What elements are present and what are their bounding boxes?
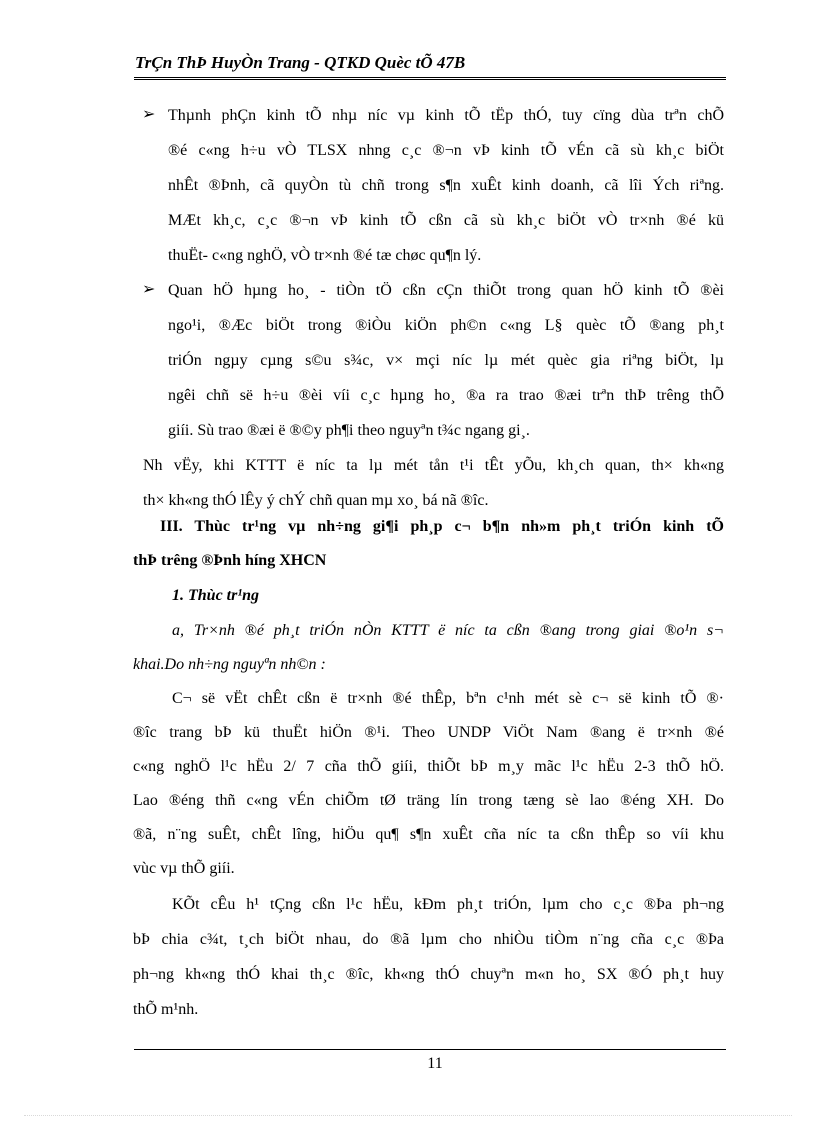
running-header: TrÇn ThÞ HuyÒn Trang - QTKD Quèc tÕ 47B bbox=[135, 53, 466, 72]
bullet-1-line-3: nhÊt ®Þnh, cã quyÒn tù chñ trong s¶n xuÊt kinh doanh, cã lîi Ých riªng. bbox=[168, 177, 724, 194]
para-1-line-1: C¬ së vËt chÊt cßn ë tr×nh ®é thÊp, bªn c¹nh mét sè c¬ së kinh tÕ ®· bbox=[172, 690, 724, 707]
para-2-line-2: bÞ chia c¾t, t¸ch biÖt nhau, do ®ã lµm cho nhiÒu tiÒm n¨ng cña c¸c ®Þa bbox=[133, 931, 724, 948]
footer-rule bbox=[134, 1049, 726, 1050]
bullet-1-line-5: thuËt- c«ng nghÖ, vÒ tr×nh ®é tæ chøc qu¶n lý. bbox=[168, 247, 482, 264]
para-1-line-5: ®ã, n¨ng suÊt, chÊt lîng, hiÖu qu¶ s¶n xuÊt cña níc ta cßn thÊp so víi khu bbox=[133, 826, 724, 843]
bullet-1-line-4: MÆt kh¸c, c¸c ®¬n vÞ kinh tÕ cßn cã sù kh¸c biÖt vÒ tr×nh ®é kü bbox=[168, 212, 724, 229]
bullet-1-line-2: ®é c«ng h÷u vÒ TLSX nhng c¸c ®¬n vÞ kinh tÕ vÉn cã sù kh¸c biÖt bbox=[168, 142, 724, 159]
bullet-2-line-2: ngo¹i, ®Æc biÖt trong ®iÒu kiÖn ph©n c«ng L§ quèc tÕ ®ang ph¸t bbox=[168, 317, 724, 334]
section-heading-line-2: thÞ trêng ®Þnh híng XHCN bbox=[133, 552, 327, 569]
subheading: 1. Thùc tr¹ng bbox=[172, 587, 260, 604]
para-1-line-2: ®îc trang bÞ kü thuËt hiÖn ®¹i. Theo UNDP ViÖt Nam ®ang ë tr×nh ®é bbox=[133, 724, 724, 741]
bullet-arrow-icon: ➢ bbox=[142, 281, 156, 298]
para-1-line-4: Lao ®éng thñ c«ng vÉn chiÕm tØ träng lín trong tæng sè lao ®éng XH. Do bbox=[133, 792, 724, 809]
para-1-line-6: vùc vµ thÕ giíi. bbox=[133, 860, 235, 877]
bullet-2-line-1: Quan hÖ hµng ho¸ - tiÒn tÖ cßn cÇn thiÕt trong quan hÖ kinh tÕ ®èi bbox=[168, 282, 724, 299]
page-edge-divider bbox=[24, 1115, 792, 1116]
italic-para-line-2: khai.Do nh÷ng nguyªn nh©n : bbox=[133, 656, 326, 673]
bullet-2-line-3: triÓn ngµy cµng s©u s¾c, v× mçi níc lµ mét quèc gia riªng biÖt, lµ bbox=[168, 352, 724, 369]
italic-para-line-1: a, Tr×nh ®é ph¸t triÓn nÒn KTTT ë níc ta cßn ®ang trong giai ®o¹n s¬ bbox=[172, 622, 724, 639]
bullet-2-line-4: ngêi chñ së h÷u ®èi víi c¸c hµng ho¸ ®a ra trao ®æi trªn thÞ trêng thÕ bbox=[168, 387, 724, 404]
header-rule bbox=[134, 77, 726, 80]
para-1-line-3: c«ng nghÖ l¹c hËu 2/ 7 cña thÕ giíi, thiÕt bÞ m¸y mãc l¹c hËu 2-3 thÕ hÖ. bbox=[133, 758, 724, 775]
para-2-line-3: ph¬ng kh«ng thÓ khai th¸c ®îc, kh«ng thÓ chuyªn m«n ho¸ SX ®Ó ph¸t huy bbox=[133, 966, 724, 983]
section-heading-line-1: III. Thùc tr¹ng vµ nh÷ng gi¶i ph¸p c¬ b¶n nh»m ph¸t triÓn kinh tÕ bbox=[160, 518, 724, 535]
para-2-line-1: KÕt cÊu h¹ tÇng cßn l¹c hËu, kÐm ph¸t triÓn, lµm cho c¸c ®Þa ph¬ng bbox=[172, 896, 724, 913]
para-2-line-4: thÕ m¹nh. bbox=[133, 1001, 199, 1018]
bullet-1-line-1: Thµnh phÇn kinh tÕ nhµ níc vµ kinh tÕ tËp thÓ, tuy cïng dùa trªn chÕ bbox=[168, 107, 724, 124]
page-number: 11 bbox=[427, 1055, 443, 1072]
summary-line-1: Nh vËy, khi KTTT ë níc ta lµ mét tån t¹i tÊt yÕu, kh¸ch quan, th× kh«ng bbox=[143, 457, 724, 474]
summary-line-2: th× kh«ng thÓ lÊy ý chÝ chñ quan mµ xo¸ bá nã ®îc. bbox=[143, 492, 489, 509]
bullet-2-line-5: giíi. Sù trao ®æi ë ®©y ph¶i theo nguyªn t¾c ngang gi¸. bbox=[168, 422, 530, 439]
bullet-arrow-icon: ➢ bbox=[142, 106, 156, 123]
